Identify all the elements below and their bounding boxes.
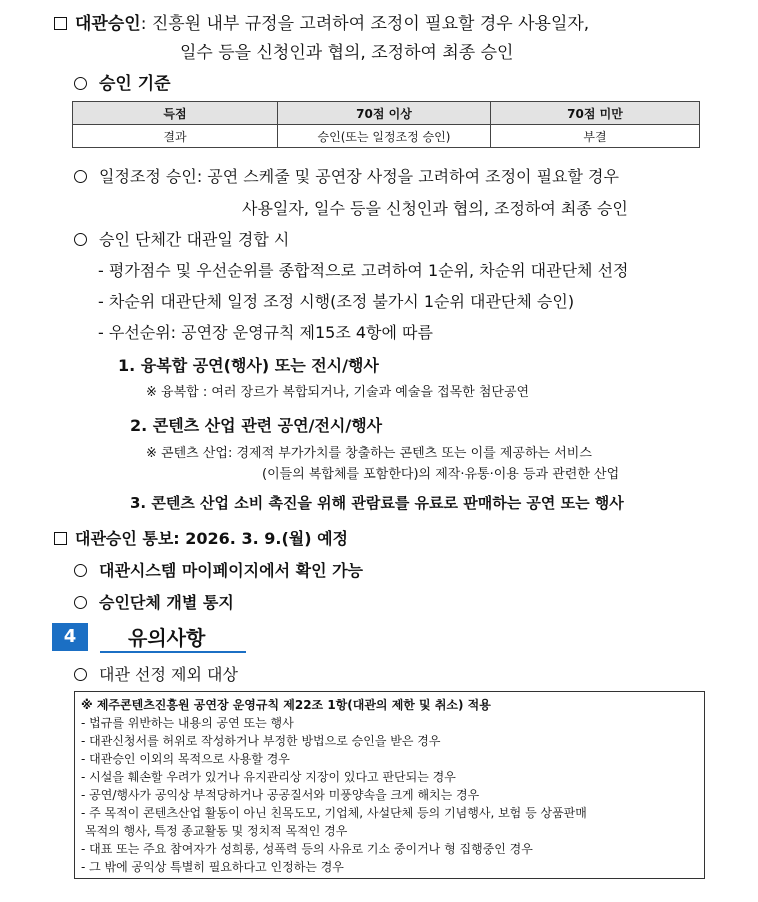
competition-dash-3: - 우선순위: 공연장 운영규칙 제15조 4항에 따름 <box>98 323 433 342</box>
circle-bullet-icon <box>74 170 87 183</box>
notification-title: 대관승인 통보: 2026. 3. 9.(월) 예정 <box>75 529 349 548</box>
competition-dash-2: - 차순위 대관단체 일정 조정 시행(조정 불가시 1순위 대관단체 승인) <box>98 292 575 311</box>
table-cell: 부결 <box>491 125 700 148</box>
schedule-line-1 <box>74 164 619 187</box>
table-cell: 결과 <box>73 125 278 148</box>
list-item: - 법규를 위반하는 내용의 공연 또는 행사 <box>81 716 294 730</box>
schedule-text: 일정조정 승인: 공연 스케줄 및 공연장 사정을 고려하여 조정이 필요할 경우 <box>99 167 619 186</box>
circle-bullet-icon <box>74 564 87 577</box>
priority-item-2: 2. 콘텐츠 산업 관련 공연/전시/행사 <box>130 416 383 435</box>
square-bullet-icon <box>54 17 67 30</box>
notification-sub-2-text: 승인단체 개별 통지 <box>99 593 234 612</box>
notification-sub-1-text: 대관시스템 마이페이지에서 확인 가능 <box>99 561 364 580</box>
exclusion-heading <box>74 662 238 685</box>
list-item: - 시설을 훼손할 우려가 있거나 유지관리상 지장이 있다고 판단되는 경우 <box>81 770 456 784</box>
schedule-line-2: 사용일자, 일수 등을 신청인과 협의, 조정하여 최종 승인 <box>242 199 628 218</box>
section-title <box>100 621 246 653</box>
table-cell: 승인(또는 일정조정 승인) <box>278 125 491 148</box>
competition-title: 승인 단체간 대관일 경합 시 <box>99 230 290 249</box>
priority-item-3: 3. 콘텐츠 산업 소비 촉진을 위해 관람료를 유료로 판매하는 공연 또는 행사 <box>130 494 624 512</box>
list-item: 목적의 행사, 특정 종교활동 및 정치적 목적인 경우 <box>85 824 348 838</box>
approval-label: 대관승인 <box>75 14 141 34</box>
notification-sub-1 <box>74 558 363 581</box>
section-number-badge: 4 <box>52 623 88 651</box>
priority-note-1: ※ 융복합 : 여러 장르가 복합되거나, 기술과 예술을 접목한 첨단공연 <box>146 385 530 400</box>
circle-bullet-icon <box>74 668 87 681</box>
criteria-table <box>72 101 700 148</box>
circle-bullet-icon <box>74 77 87 90</box>
priority-note-2b: (이들의 복합체를 포함한다)의 제작·유통·이용 등과 관련한 산업 <box>262 467 620 482</box>
list-item: - 대관신청서를 허위로 작성하거나 부정한 방법으로 승인을 받은 경우 <box>81 734 441 748</box>
list-item: - 대관승인 이외의 목적으로 사용할 경우 <box>81 752 290 766</box>
notification-heading <box>54 526 348 549</box>
table-row <box>73 125 700 148</box>
exclusion-title: 대관 선정 제외 대상 <box>99 665 238 684</box>
table-header-cell: 득점 <box>73 102 278 125</box>
criteria-title: 승인 기준 <box>99 74 171 94</box>
table-header-row <box>73 102 700 125</box>
notification-sub-2 <box>74 590 234 613</box>
section-title-text: 유의사항 <box>128 626 206 650</box>
exclusion-notice-box <box>74 691 705 879</box>
list-item: - 그 밖에 공익상 특별히 필요하다고 인정하는 경우 <box>81 860 344 874</box>
circle-bullet-icon <box>74 596 87 609</box>
approval-text: : 진흥원 내부 규정을 고려하여 조정이 필요할 경우 사용일자, <box>140 14 590 34</box>
priority-item-1: 1. 융복합 공연(행사) 또는 전시/행사 <box>118 356 379 375</box>
list-item: - 공연/행사가 공익상 부적당하거나 공공질서와 미풍양속을 크게 해치는 경우 <box>81 788 480 802</box>
priority-note-2a: ※ 콘텐츠 산업: 경제적 부가가치를 창출하는 콘텐츠 또는 이를 제공하는 서비스 <box>146 446 592 461</box>
approval-line-1 <box>54 9 589 34</box>
square-bullet-icon <box>54 532 67 545</box>
competition-dash-1: - 평가점수 및 우선순위를 종합적으로 고려하여 1순위, 차순위 대관단체 선정 <box>98 261 629 280</box>
circle-bullet-icon <box>74 233 87 246</box>
list-item: - 대표 또는 주요 참여자가 성희롱, 성폭력 등의 사유로 기소 중이거나 형 집행중인 경우 <box>81 842 533 856</box>
table-header-cell: 70점 미만 <box>491 102 700 125</box>
competition-heading <box>74 227 289 250</box>
notice-box-title: ※ 제주콘텐츠진흥원 공연장 운영규칙 제22조 1항(대관의 제한 및 취소) 적용 <box>81 698 491 712</box>
criteria-heading <box>74 69 171 94</box>
table-header-cell: 70점 이상 <box>278 102 491 125</box>
approval-line-2: 일수 등을 신청인과 협의, 조정하여 최종 승인 <box>180 43 514 63</box>
list-item: - 주 목적이 콘텐츠산업 활동이 아닌 친목도모, 기업체, 사설단체 등의 기념행사, 보험 등 상품판매 <box>81 806 587 820</box>
